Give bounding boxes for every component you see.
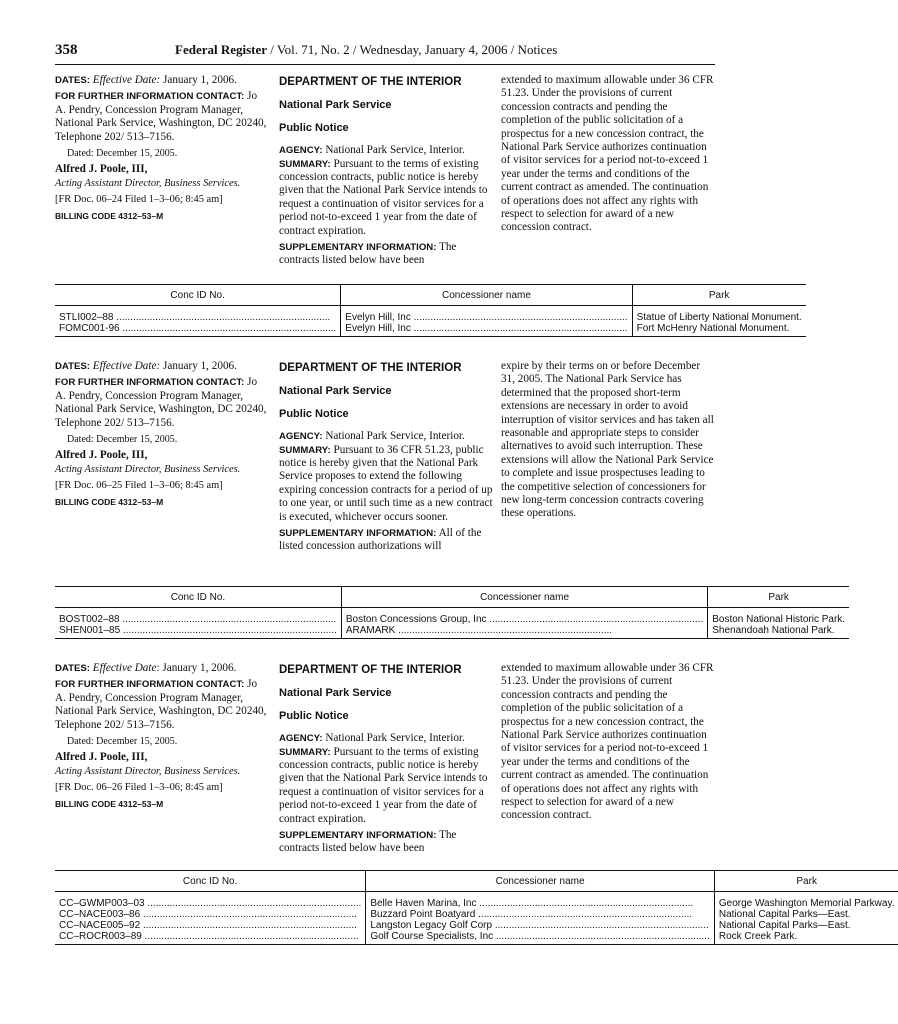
summary-paragraph: SUMMARY: Pursuant to the terms of existing concession contracts, public notice is hereby given that the National Park Service intends to request a continuation of visitor services for a period not-to-exceed 1 year from the date of contract expiration. (279, 157, 488, 237)
agency-paragraph: AGENCY: National Park Service, Interior. (279, 732, 465, 745)
notice-title: Public Notice (279, 709, 349, 722)
billing-code: BILLING CODE 4312–53–M (55, 798, 164, 809)
continuation-paragraph: expire by their terms on or before December 31, 2005. The National Park Service has determined that the proposed short-term extensions are necessary in order to avoid interruption of visitor services and has taken all reasonable and appropriate steps to consider alternatives to avoid such interruption. These extensions will allow the National Park Service to complete and issue prospectuses leading to the competitive selection of concessioners for new long-term concession contracts covering these operations. (501, 360, 714, 520)
contact-paragraph: FOR FURTHER INFORMATION CONTACT: Jo A. Pendry, Concession Program Manager, National Park Service, Washington, DC 20240, Telephone 202/ 513–7156. (55, 90, 267, 143)
right-column (501, 74, 716, 238)
supplementary-paragraph: SUPPLEMENTARY INFORMATION: The contracts listed below have been (279, 829, 457, 855)
concessioner-cell: Golf Course Specialists, Inc ............................................................................. (366, 931, 715, 945)
park-cell: George Washington Memorial Parkway. (714, 892, 898, 910)
conc-id-cell: CC–GWMP003–03 ............................................................................. (59, 898, 362, 909)
supplementary-paragraph: SUPPLEMENTARY INFORMATION: All of the listed concession authorizations will (279, 527, 482, 553)
billing-code: BILLING CODE 4312–53–M (55, 210, 164, 221)
summary-paragraph: SUMMARY: Pursuant to 36 CFR 51.23, public notice is hereby given that the National Park Service proposes to extend the following expiring concession contracts for a period of up to one year, or until such time as a new contract is executed, whichever occurs sooner. (279, 443, 493, 523)
col-header-id: Conc ID No. (55, 871, 366, 892)
contact-paragraph: FOR FURTHER INFORMATION CONTACT: Jo A. Pendry, Concession Program Manager, National Park Service, Washington, DC 20240, Telephone 202/ 513–7156. (55, 678, 267, 731)
right-column (501, 662, 716, 826)
park-cell: Fort McHenry National Monument. (632, 323, 806, 337)
table-row (55, 931, 898, 945)
concessioner-cell: Evelyn Hill, Inc ............................................................................. (341, 306, 632, 324)
concessioner-cell: Boston Concessions Group, Inc ............................................................................. (341, 608, 707, 626)
dated-line: Dated: December 15, 2005. (67, 434, 178, 446)
middle-column (279, 360, 495, 557)
fr-doc-line: [FR Doc. 06–25 Filed 1–3–06; 8:45 am] (55, 480, 223, 492)
col-header-name: Concessioner name (366, 871, 715, 892)
signer-name: Alfred J. Poole, III, (55, 751, 148, 764)
signer-title: Acting Assistant Director, Business Services. (55, 765, 241, 777)
dates-paragraph: DATES: Effective Date: January 1, 2006. (55, 662, 237, 674)
park-cell: Shenandoah National Park. (708, 625, 849, 639)
table-row (55, 909, 898, 920)
conc-id-cell: BOST002–88 ............................................................................. (59, 614, 337, 625)
col-header-id: Conc ID No. (55, 587, 341, 608)
agency-heading: National Park Service (279, 385, 392, 398)
dated-line: Dated: December 15, 2005. (67, 736, 178, 748)
signer-title: Acting Assistant Director, Business Services. (55, 177, 241, 189)
col-header-park: Park (632, 285, 806, 306)
page-number: 358 (55, 42, 78, 58)
fr-doc-line: [FR Doc. 06–26 Filed 1–3–06; 8:45 am] (55, 782, 223, 794)
concessioner-cell: Belle Haven Marina, Inc ............................................................................. (366, 892, 715, 910)
table-row (55, 625, 849, 639)
park-cell: Rock Creek Park. (714, 931, 898, 945)
conc-id-cell: CC–ROCR003–89 ............................................................................. (55, 931, 366, 945)
concessioner-cell: Langston Legacy Golf Corp ............................................................................. (366, 920, 715, 931)
table-row (55, 306, 806, 324)
contracts-table (55, 284, 806, 337)
signer-name: Alfred J. Poole, III, (55, 163, 148, 176)
left-column (55, 662, 267, 814)
issue-details: / Vol. 71, No. 2 / Wednesday, January 4, 2006 / Notices (267, 42, 558, 57)
table-row (55, 892, 898, 910)
continuation-paragraph: extended to maximum allowable under 36 CFR 51.23. Under the provisions of current concession contracts and pending the completion of the public solicitation of a prospectus for a new concession contract, the National Park Service authorizes continuation of visitor services for a period not-to-exceed 1 year under the terms and conditions of the current contract as amended. The continuation of operations does not affect any rights with respect to selection for award of a new concession contract. (501, 662, 714, 822)
middle-column (279, 662, 495, 859)
agency-heading: National Park Service (279, 99, 392, 112)
concessioner-cell: Buzzard Point Boatyard ............................................................................. (366, 909, 715, 920)
conc-id-cell: FOMC001-96 ............................................................................. (55, 323, 341, 337)
conc-id-cell: CC–NACE003–86 ............................................................................. (59, 909, 357, 920)
left-column (55, 360, 267, 512)
concessioner-cell: ARAMARK ............................................................................. (341, 625, 707, 639)
agency-paragraph: AGENCY: National Park Service, Interior. (279, 430, 465, 443)
table-row (55, 920, 898, 931)
table-row (55, 323, 806, 337)
department-heading: DEPARTMENT OF THE INTERIOR (279, 362, 462, 374)
notice-title: Public Notice (279, 407, 349, 420)
contracts-table (55, 870, 898, 945)
fr-doc-line: [FR Doc. 06–24 Filed 1–3–06; 8:45 am] (55, 194, 223, 206)
table-row (55, 608, 849, 626)
agency-paragraph: AGENCY: National Park Service, Interior. (279, 144, 465, 157)
supplementary-paragraph: SUPPLEMENTARY INFORMATION: The contracts listed below have been (279, 241, 457, 267)
notice-title: Public Notice (279, 121, 349, 134)
publication-line (175, 42, 557, 58)
contracts-table (55, 586, 849, 639)
publication-name: Federal Register (175, 42, 268, 57)
department-heading: DEPARTMENT OF THE INTERIOR (279, 664, 462, 676)
conc-id-cell: CC–NACE005–92 ............................................................................. (59, 920, 357, 931)
park-cell: Statue of Liberty National Monument. (632, 306, 806, 324)
park-cell: Boston National Historic Park. (708, 608, 849, 626)
summary-paragraph: SUMMARY: Pursuant to the terms of existing concession contracts, public notice is hereby given that the National Park Service intends to request a continuation of visitor services for a period not-to-exceed 1 year from the date of contract expiration. (279, 745, 488, 825)
col-header-name: Concessioner name (341, 285, 632, 306)
park-cell: National Capital Parks—East. (714, 920, 898, 931)
concessioner-cell: Evelyn Hill, Inc ............................................................................. (341, 323, 632, 337)
signer-name: Alfred J. Poole, III, (55, 449, 148, 462)
dated-line: Dated: December 15, 2005. (67, 148, 178, 160)
signer-title: Acting Assistant Director, Business Services. (55, 463, 241, 475)
col-header-id: Conc ID No. (55, 285, 341, 306)
department-heading: DEPARTMENT OF THE INTERIOR (279, 76, 462, 88)
billing-code: BILLING CODE 4312–53–M (55, 496, 164, 507)
continuation-paragraph: extended to maximum allowable under 36 CFR 51.23. Under the provisions of current concession contracts and pending the completion of the public solicitation of a prospectus for a new concession contract, the National Park Service authorizes continuation of visitor services for a period not-to-exceed 1 year under the terms and conditions of the current contract as amended. The continuation of operations does not affect any rights with respect to selection for award of a new concession contract. (501, 74, 714, 234)
middle-column (279, 74, 495, 271)
running-header (55, 40, 715, 65)
dates-paragraph: DATES: Effective Date: January 1, 2006. (55, 74, 237, 86)
col-header-name: Concessioner name (341, 587, 707, 608)
contact-paragraph: FOR FURTHER INFORMATION CONTACT: Jo A. Pendry, Concession Program Manager, National Park Service, Washington, DC 20240, Telephone 202/ 513–7156. (55, 376, 267, 429)
left-column (55, 74, 267, 226)
conc-id-cell: STLI002–88 ............................................................................. (59, 312, 331, 323)
right-column (501, 360, 716, 524)
dates-paragraph: DATES: Effective Date: January 1, 2006. (55, 360, 237, 372)
col-header-park: Park (708, 587, 849, 608)
agency-heading: National Park Service (279, 687, 392, 700)
conc-id-cell: SHEN001–85 ............................................................................. (55, 625, 341, 639)
park-cell: National Capital Parks—East. (714, 909, 898, 920)
col-header-park: Park (714, 871, 898, 892)
